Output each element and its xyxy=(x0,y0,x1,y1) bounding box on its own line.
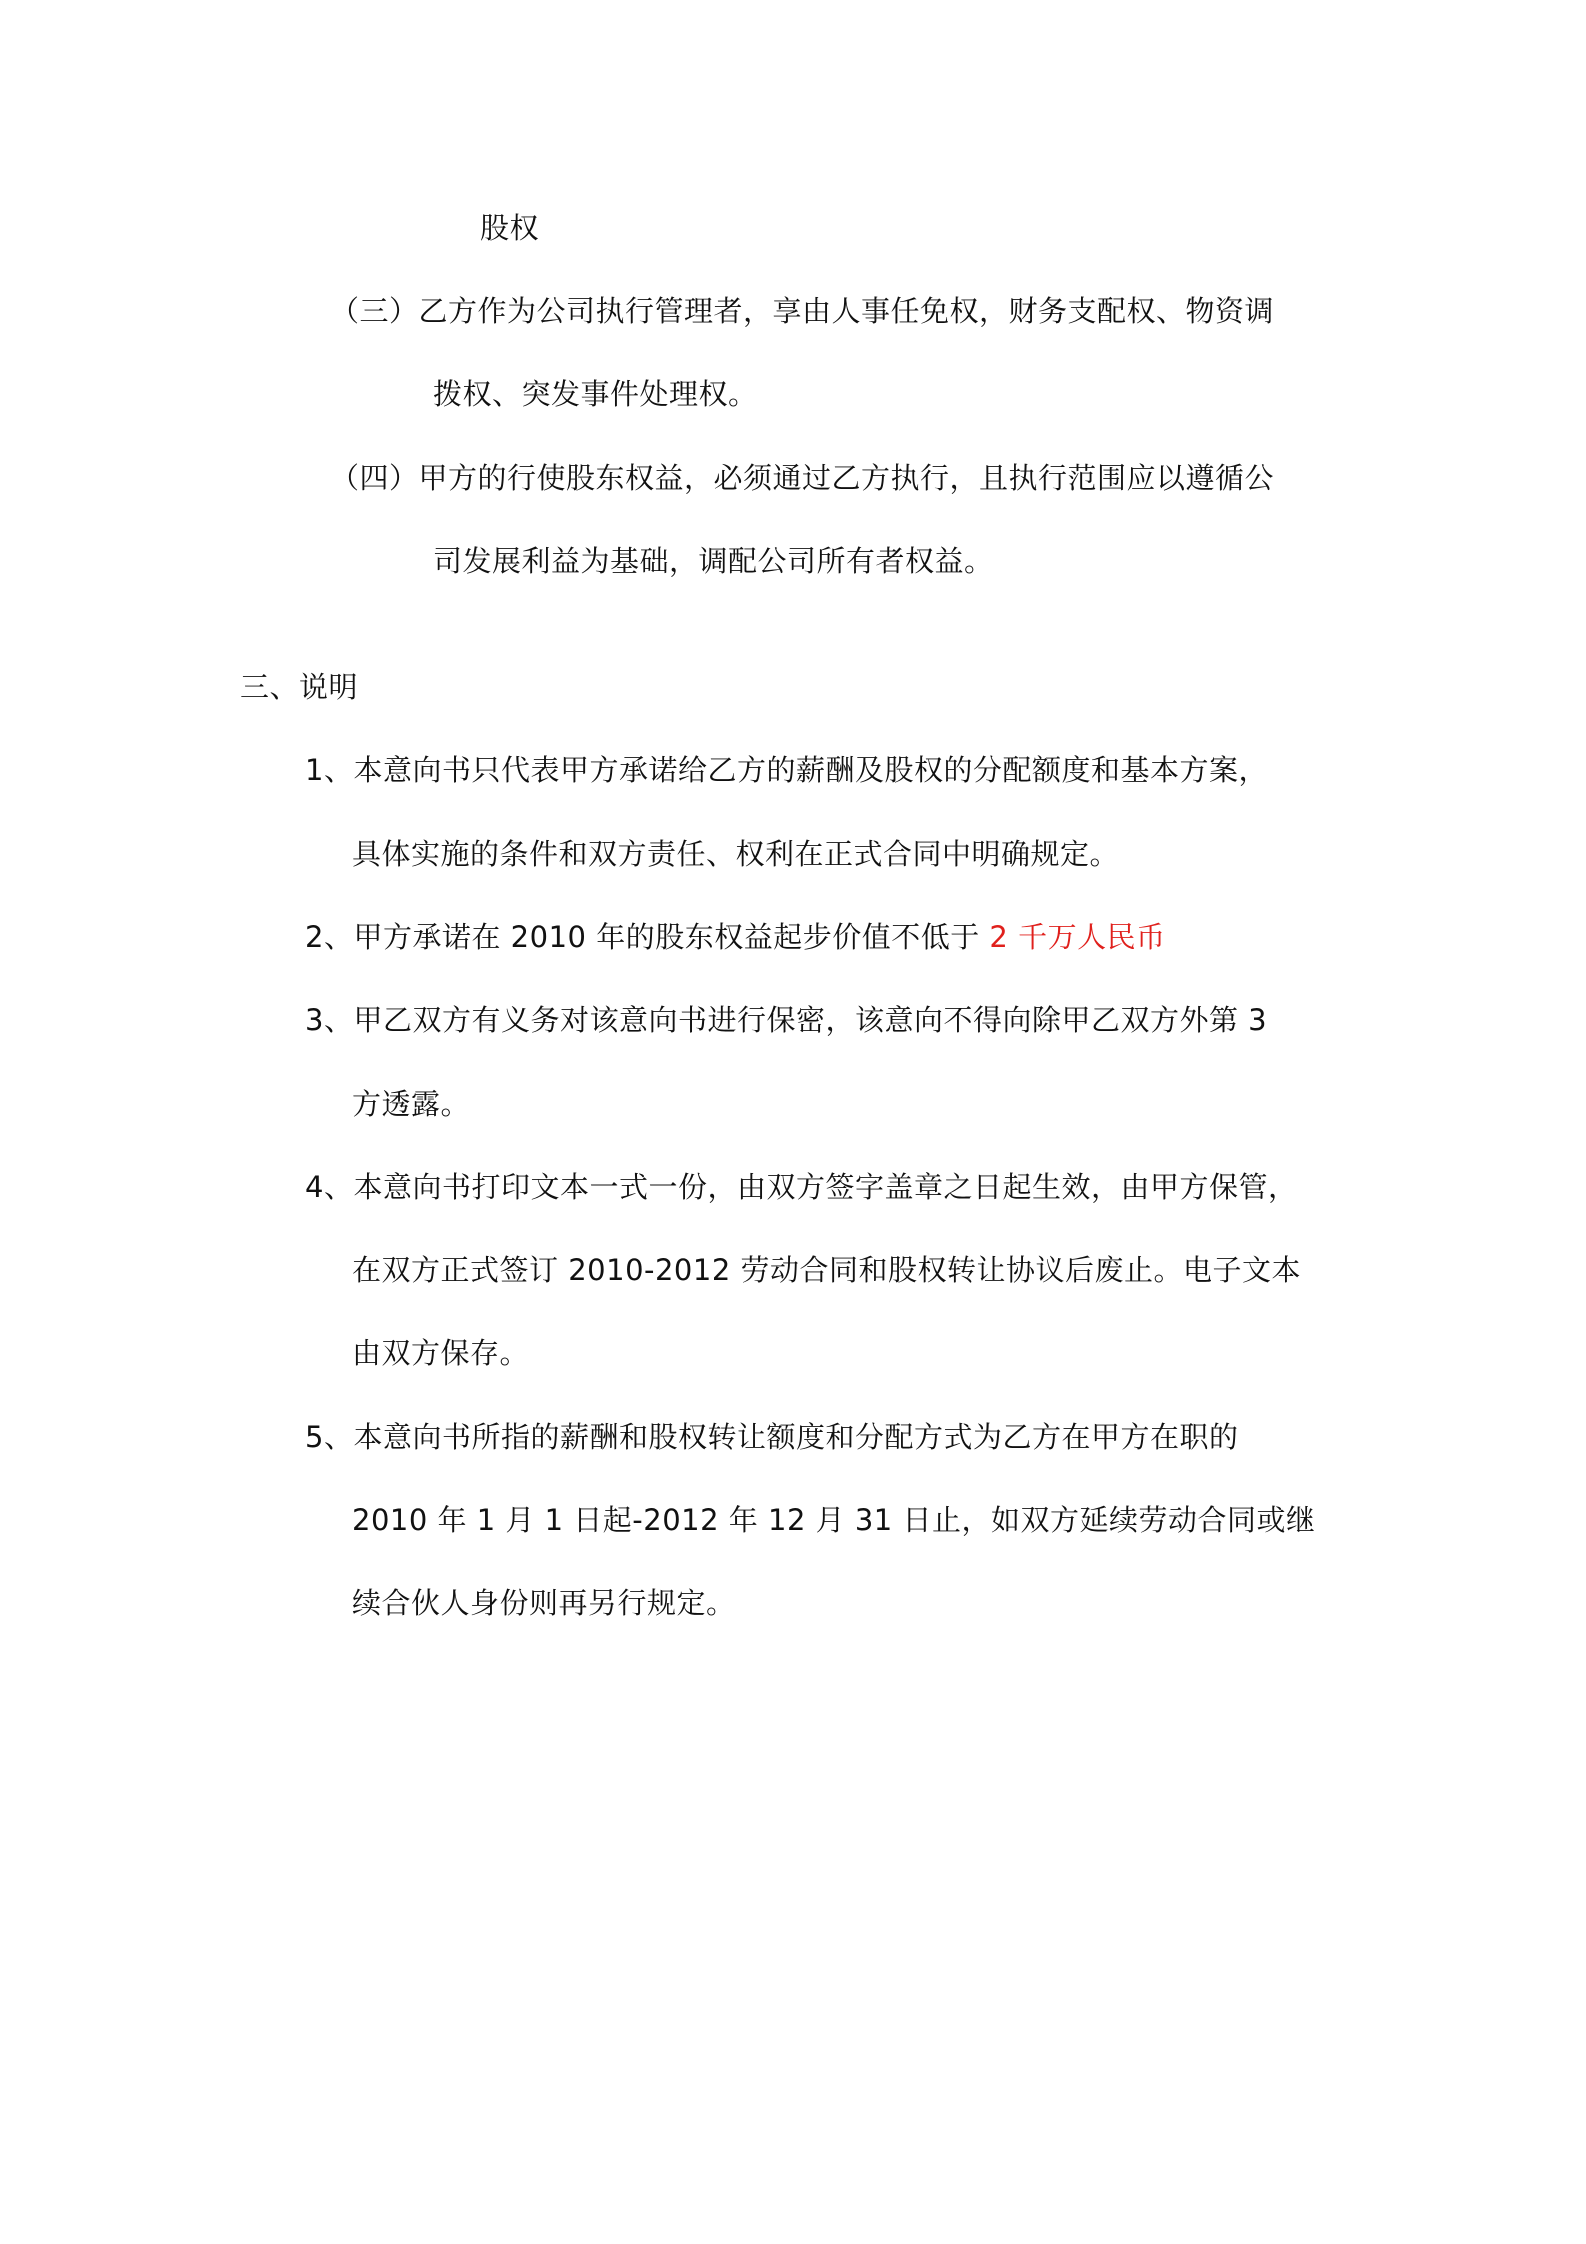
section-3-heading: 三、说明 xyxy=(240,670,359,704)
continuation-text: 股权 xyxy=(480,211,540,245)
clause-4-line-1: 4、本意向书打印文本一式一份，由双方签字盖章之日起生效，由甲方保管， xyxy=(305,1170,1298,1204)
clause-3-line-2: 方透露。 xyxy=(352,1087,471,1121)
item-3-line-2: 拨权、突发事件处理权。 xyxy=(433,377,758,411)
clause-1-line-2: 具体实施的条件和双方责任、权利在正式合同中明确规定。 xyxy=(352,837,1120,871)
clause-5-line-1: 5、本意向书所指的薪酬和股权转让额度和分配方式为乙方在甲方在职的 xyxy=(305,1420,1239,1454)
clause-4-line-2: 在双方正式签订 2010-2012 劳动合同和股权转让协议后废止。电子文本 xyxy=(352,1253,1302,1287)
item-4-line-1: （四）甲方的行使股东权益，必须通过乙方执行，且执行范围应以遵循公 xyxy=(330,461,1275,495)
item-4-line-2: 司发展利益为基础，调配公司所有者权益。 xyxy=(433,544,994,578)
clause-1-line-1: 1、本意向书只代表甲方承诺给乙方的薪酬及股权的分配额度和基本方案， xyxy=(305,753,1268,787)
clause-3-line-1: 3、甲乙双方有义务对该意向书进行保密，该意向不得向除甲乙双方外第 3 xyxy=(305,1003,1268,1037)
clause-5-line-3: 续合伙人身份则再另行规定。 xyxy=(352,1586,736,1620)
clause-4-line-3: 由双方保存。 xyxy=(352,1336,530,1370)
clause-5-line-2: 2010 年 1 月 1 日起-2012 年 12 月 31 日止，如双方延续劳动合同或继 xyxy=(352,1503,1316,1537)
clause-2-text: 2、甲方承诺在 2010 年的股东权益起步价值不低于 xyxy=(305,920,990,954)
clause-2-highlight: 2 千万人民币 xyxy=(989,920,1166,954)
item-3-line-1: （三）乙方作为公司执行管理者，享由人事任免权，财务支配权、物资调 xyxy=(330,294,1275,328)
clause-2 xyxy=(305,917,1166,957)
